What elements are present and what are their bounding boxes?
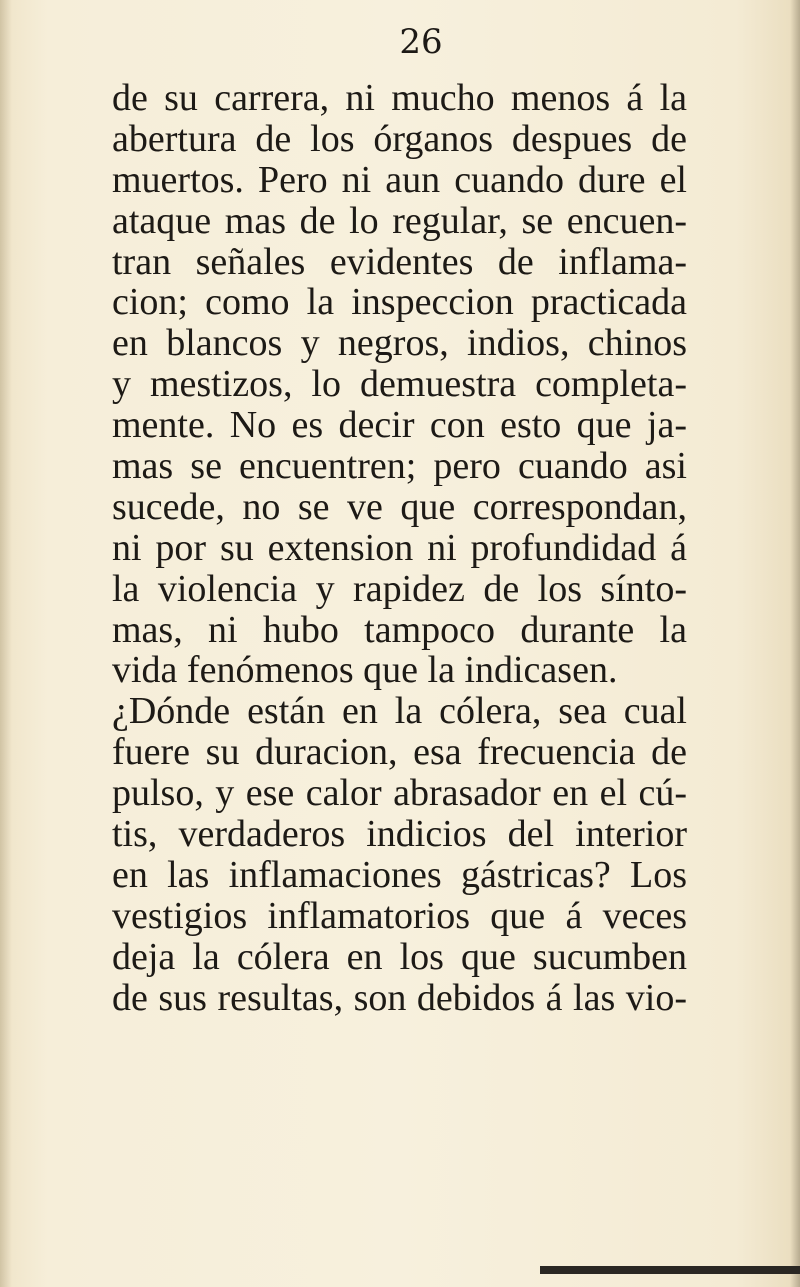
text-line: de sus resultas, son debidos á las vio- [112,976,687,1019]
text-line: cion; como la inspeccion practicada [112,281,687,324]
text-line: la violencia y rapidez de los sínto- [112,567,687,610]
text-line: abertura de los órganos despues de [112,117,687,160]
text-line: muertos. Pero ni aun cuando dure el [112,158,687,201]
text-line: deja la cólera en los que sucumben [112,935,687,978]
text-line: fuere su duracion, esa frecuencia de [112,731,687,774]
text-line: en las inflamaciones gástricas? Los [112,853,687,896]
text-line: en blancos y negros, indios, chinos [112,322,687,365]
text-line: vida fenómenos que la indicasen. [112,649,618,692]
text-line: tran señales evidentes de inflama- [112,240,687,283]
page-edge [790,0,800,1287]
bottom-rule [540,1266,800,1274]
text-line: mente. No es decir con esto que ja- [112,404,687,447]
text-line: ataque mas de lo regular, se encuen- [112,199,687,242]
text-line: mas, ni hubo tampoco durante la [112,608,687,651]
text-line: pulso, y ese calor abrasador en el cú- [112,772,687,815]
text-line: de su carrera, ni mucho menos á la [112,77,687,119]
text-line: tis, verdaderos indicios del interior [112,813,687,856]
text-line: y mestizos, lo demuestra completa- [112,363,687,406]
text-line: mas se encuentren; pero cuando asi [112,445,687,488]
text-line: sucede, no se ve que correspondan, [112,485,687,528]
body-text [112,78,687,1018]
gutter-shadow [0,0,12,1287]
text-line: vestigios inflamatorios que á veces [112,894,687,937]
page-number: 26 [399,22,443,62]
text-line: ni por su extension ni profundidad á [112,526,687,569]
text-line: ¿Dónde están en la cólera, sea cual [112,690,687,733]
